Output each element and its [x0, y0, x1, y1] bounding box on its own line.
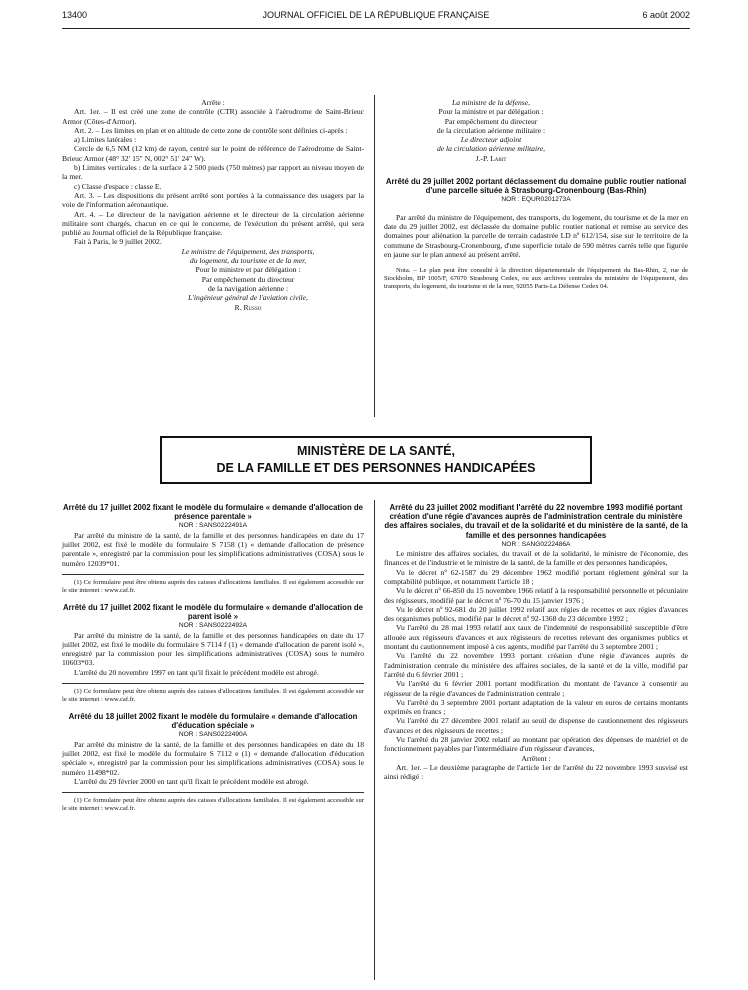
visa: Vu l'arrêté du 6 février 2001 portant modification du montant de l'avance à consentir au régisseur de la régie d'avances de l'administration centrale ; — [384, 679, 688, 698]
visa: Vu l'arrêté du 22 novembre 1993 portant création d'une régie d'avances auprès de l'administration centrale du ministère des affaires sociales, de la santé et de la ville, modifié par l'arrêté du 6 février 2001 ; — [384, 651, 688, 679]
footnote-rule — [62, 574, 364, 575]
footnote: (1) Ce formulaire peut être obtenu auprès des caisses d'allocations familiales. Il est également accessible sur le site internet : www.caf.fr. — [62, 797, 364, 813]
ministry-line-2: DE LA FAMILLE ET DES PERSONNES HANDICAPÉES — [216, 461, 536, 475]
signature-line: La ministre de la défense, — [452, 98, 530, 107]
signature-line: L'ingénieur général de l'aviation civile, — [188, 293, 308, 303]
ministry-line-1: MINISTÈRE DE LA SANTÉ, — [297, 444, 455, 458]
signature-line: Par empêchement du directeur — [444, 116, 538, 126]
visa: Vu l'arrêté du 3 septembre 2001 portant adaptation de la valeur en euros de certains montants exprimés en francs ; — [384, 697, 688, 717]
signature-line: de la circulation aérienne militaire, — [436, 144, 546, 154]
decree-nor: NOR : SANG0222486A — [501, 540, 571, 548]
footnote: (1) Ce formulaire peut être obtenu auprès des caisses d'allocations familiales. Il est également accessible sur le site internet : www.caf.fr. — [62, 688, 364, 704]
decree-title: Arrêté du 18 juillet 2002 fixant le modèle du formulaire « demande d'allocation d'éducation spéciale » — [68, 712, 358, 731]
decree-body: L'arrêté du 29 février 2000 en tant qu'il fixait le précédent modèle est abrogé. — [74, 776, 309, 786]
decree-body: Par arrêté du ministre de l'équipement, des transports, du logement, du tourisme et de la mer en date du 29 juillet 2002, est déclassée du domaine public routier national et remise au service des domaines pour aliénation la parcelle de terrain cadastrée LD nº 612/154, sise sur le territoire de la commune de Strasbourg-Cronenbourg, d'une superficie totale de 590 mètres carrés telle que figurée en jaune sur le plan annexé au présent arrêté. — [384, 212, 688, 259]
header-rule — [62, 28, 690, 29]
decree-note: Nota. – Le plan peut être consulté à la direction départementale de l'équipement du Bas-Rhin, 2, rue de Stockholm, BP 1005/F, 67070 Strasbourg Cedex, ou aux archives centrales du ministère de l'équipement, des transports, du logement, du tourisme et de la mer, 92055 Paris-La Défense Cedex 04. — [384, 267, 688, 291]
circle-definition: Cercle de 6,5 NM (12 km) de rayon, centré sur le point de référence de l'aérodrome de Saint-Brieuc Armor (48° 32′ 15″ N, 002° 51′ 24″ W). — [62, 144, 364, 163]
done-at: Fait à Paris, le 9 juillet 2002. — [74, 237, 162, 247]
decree-body: Par arrêté du ministre de la santé, de la famille et des personnes handicapées en date du 17 juillet 2002, est fixé le modèle du formulaire S 7158 (1) « demande d'allocation de présence parentale », enregistré par la commission pour les simplifications administratives (COSA) sous le numéro 12039*01. — [62, 530, 364, 568]
journal-title: JOURNAL OFFICIEL DE LA RÉPUBLIQUE FRANÇAISE — [262, 10, 490, 20]
decree-body: Par arrêté du ministre de la santé, de la famille et des personnes handicapées en date du 18 juillet 2002, est fixé le modèle du formulaire S 7112 e (1) « demande d'allocation d'éducation spéciale », enregistré par la commission pour les simplifications administratives (COSA) sous le numéro 11498*02. — [62, 739, 364, 777]
bottom-left-column — [62, 503, 364, 813]
signature-line: de la circulation aérienne militaire : — [436, 125, 546, 135]
vertical-limits: b) Limites verticales : de la surface à 2 500 pieds (750 mètres) par rapport au niveau moyen de la mer. — [62, 163, 364, 182]
decree-nor: NOR : SANS0222492A — [178, 622, 248, 630]
footnote-rule — [62, 683, 364, 684]
visa: Vu le décret nº 62-1587 du 29 décembre 1962 modifié portant règlement général sur la comptabilité publique, et notamment l'article 18 ; — [384, 567, 688, 586]
signature-line: Le directeur adjoint — [460, 135, 522, 145]
decree-nor: NOR : EQUR0201273A — [501, 196, 571, 204]
visa: Vu l'arrêté du 28 mai 1993 relatif aux taux de l'indemnité de responsabilité susceptible d'être allouée aux régisseurs d'avances et aux régisseurs de recettes relevant des organismes publics et montant du cautionnement imposé à ces agents, modifié par l'arrêté du 3 septembre 2001 ; — [384, 623, 688, 652]
page-header — [62, 10, 690, 26]
signature-line: Le ministre de l'équipement, des transports, — [181, 246, 315, 256]
issue-date: 6 août 2002 — [642, 10, 690, 20]
visa: Vu l'arrêté du 28 janvier 2002 relatif au montant par opération des dépenses de matériel et de fonctionnement payables par l'intermédiaire d'un régisseur d'avances, — [384, 735, 688, 754]
decree-title: Arrêté du 17 juillet 2002 fixant le modèle du formulaire « demande d'allocation de présence parentale » — [63, 503, 363, 522]
article-3: Art. 3. – Les dispositions du présent arrêté sont portées à la connaissance des usagers par la voie de l'information aéronautique. — [62, 190, 364, 210]
ministry-heading-box — [160, 436, 592, 484]
decree-nor: NOR : SANS0222491A — [178, 522, 248, 530]
preamble: Le ministre des affaires sociales, du travail et de la solidarité, le ministre de l'économie, des finances et de l'industrie et le ministre de la santé, de la famille et des personnes handicapées, — [384, 549, 688, 568]
signature-line: Par empêchement du directeur — [201, 274, 295, 284]
signature-line: Pour le ministre et par délégation : — [195, 265, 301, 275]
lateral-limits: a) Limites latérales : — [74, 135, 137, 145]
arretent-heading: Arrêtent : — [521, 753, 551, 763]
article-4: Art. 4. – Le directeur de la navigation aérienne et le directeur de la circulation aérienne militaire sont chargés, chacun en ce qui le concerne, de l'exécution du présent arrêté, qui sera publié au Journal officiel de la République française. — [62, 209, 364, 238]
decree-title: Arrêté du 29 juillet 2002 portant déclassement du domaine public routier national d'une parcelle située à Strasbourg-Cronenbourg (Bas-Rhin) — [385, 177, 687, 196]
footnote-rule — [62, 792, 364, 793]
visa: Vu l'arrêté du 27 décembre 2001 relatif au seuil de dispense de cautionnement des régisseurs d'avances et des régisseurs de recettes ; — [384, 716, 688, 735]
decree-body: Par arrêté du ministre de la santé, de la famille et des personnes handicapées en date du 17 juillet 2002, est fixé le modèle du formulaire S 7114 f (1) « demande d'allocation de parent isolé », enregistré par la commission pour les simplifications administratives (COSA) sous le numéro 10603*03. — [62, 630, 364, 668]
article-1: Art. 1er. – Le deuxième paragraphe de l'article 1er de l'arrêté du 22 novembre 1993 susvisé est ainsi rédigé : — [384, 762, 688, 782]
page-number: 13400 — [62, 10, 88, 20]
space-class: c) Classe d'espace : classe E. — [74, 181, 162, 191]
top-left-column — [62, 98, 364, 312]
decree-nor: NOR : SANS0222490A — [178, 731, 248, 739]
arrete-heading: Arrête : — [201, 98, 225, 107]
decree-title: Arrêté du 23 juillet 2002 modifiant l'arrêté du 22 novembre 1993 modifié portant création d'une régie d'avances auprès de l'administration centrale du ministère des affaires sociales, du travail et de la solidarité et du ministère de la santé, de la famille et des personnes handicapées — [384, 503, 688, 540]
top-right-column — [384, 98, 688, 291]
decree-body: L'arrêté du 20 novembre 1997 en tant qu'il fixait le précédent modèle est abrogé. — [74, 667, 319, 677]
signature-line: de la navigation aérienne : — [207, 283, 289, 293]
visa: Vu le décret nº 92-681 du 20 juillet 1992 relatif aux régies de recettes et aux régies d'avances des organismes publics, modifié par le décret nº 92-1368 du 23 décembre 1992 ; — [384, 604, 688, 624]
signatory-name: R. Russo — [234, 302, 262, 312]
signatory-name: J.-P. Labit — [475, 153, 507, 163]
column-divider-bottom — [374, 500, 375, 980]
signature-line: du logement, du tourisme et de la mer, — [189, 256, 307, 266]
bottom-right-column — [384, 503, 688, 782]
footnote: (1) Ce formulaire peut être obtenu auprès des caisses d'allocations familiales. Il est également accessible sur le site internet : www.caf.fr. — [62, 578, 364, 594]
article-1: Art. 1er. – Il est créé une zone de contrôle (CTR) associée à l'aérodrome de Saint-Brieuc Armor (Côtes-d'Armor). — [62, 107, 364, 126]
signature-line: Pour la ministre et par délégation : — [438, 107, 544, 117]
column-divider-top — [374, 95, 375, 417]
visa: Vu le décret nº 66-850 du 15 novembre 1966 relatif à la responsabilité personnelle et pécuniaire des régisseurs, modifié par le décret nº 76-70 du 15 janvier 1976 ; — [384, 586, 688, 605]
article-2: Art. 2. – Les limites en plan et en altitude de cette zone de contrôle sont définies ci-après : — [74, 125, 348, 135]
decree-title: Arrêté du 17 juillet 2002 fixant le modèle du formulaire « demande d'allocation de parent isolé » — [63, 602, 363, 622]
